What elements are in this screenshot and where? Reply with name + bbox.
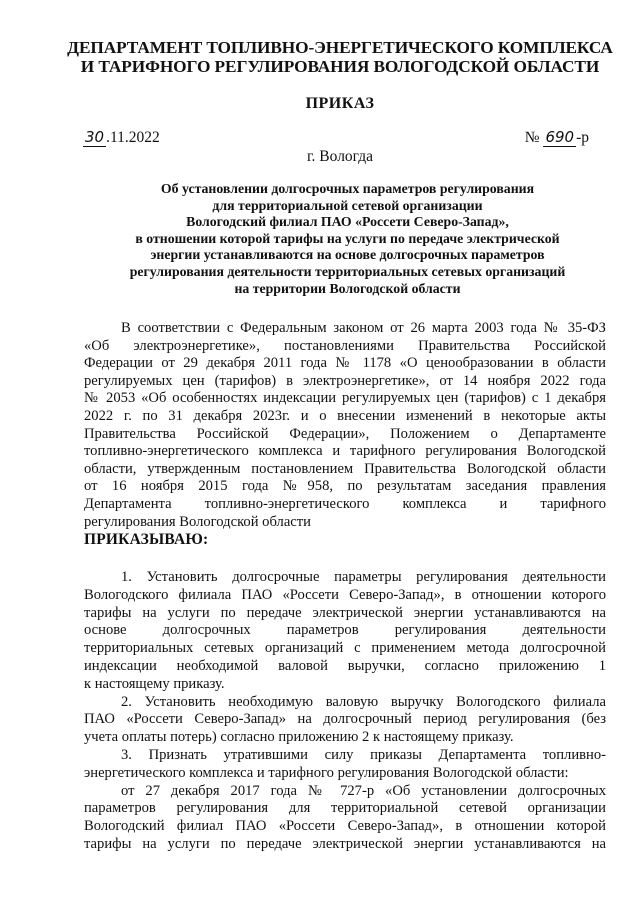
- city: г. Вологда: [306, 148, 374, 165]
- title-line: энергии устанавливаются на основе долгосрочных параметров: [150, 247, 545, 263]
- document-type: ПРИКАЗ: [305, 95, 375, 112]
- date-month-year: .11.2022: [106, 129, 160, 146]
- preamble-line: В соответствии с Федеральным законом от 26 марта 2003 года № 35-ФЗ: [121, 320, 606, 336]
- item1-line: территориальных сетевых организаций с применением метода долгосрочной: [84, 640, 606, 657]
- preamble-line: № 2053 «Об особенностях индексации регулируемых цен (тарифов) с 1 декабря: [84, 390, 606, 407]
- number-suffix: -р: [576, 129, 589, 146]
- document-date: [83, 128, 160, 147]
- title-line: для территориальной сетевой организации: [212, 197, 483, 213]
- preamble-line: топливно-энергетического комплекса и тарифного регулирования Вологодской: [84, 443, 606, 460]
- item2-line: 2. Установить необходимую валовую выручку Вологодского филиала: [121, 693, 606, 710]
- item2-line: ПАО «Россети Северо-Запад» на долгосрочный период регулирования (без: [84, 711, 606, 728]
- preamble-line: «Об электроэнергетике», постановлениями Правительства Российской: [84, 337, 606, 354]
- preamble-line: области, утвержденным постановлением Правительства Вологодской области: [84, 460, 606, 477]
- item3a-line: параметров регулирования для территориальной сетевой организации: [84, 800, 606, 817]
- title-line: Вологодский филиал ПАО «Россети Северо-Запад»,: [186, 214, 509, 230]
- handwritten-number: 690: [545, 128, 575, 146]
- title-line: регулирования деятельности территориальных сетевых организаций: [129, 264, 566, 279]
- item2-line: учета оплаты потерь) согласно приложению 2 к настоящему приказу.: [84, 729, 514, 746]
- item1-line: тарифы на услуги по передаче электрической энергии устанавливаются на: [84, 604, 606, 621]
- item3a-line: тарифы на услуги по передаче электрической энергии устанавливаются на: [84, 836, 606, 852]
- department-name-line2: И ТАРИФНОГО РЕГУЛИРОВАНИЯ ВОЛОГОДСКОЙ ОБЛАСТИ: [80, 57, 600, 76]
- preamble-line: Правительства Российской Федерации», Положением о Департаменте: [84, 425, 606, 442]
- department-name-line1: ДЕПАРТАМЕНТ ТОПЛИВНО-ЭНЕРГЕТИЧЕСКОГО КОМПЛЕКСА: [67, 38, 613, 57]
- preamble-line: Федерации от 29 декабря 2011 года № 1178 «О ценообразовании в области: [84, 355, 606, 372]
- number-sign: №: [524, 129, 540, 146]
- item1-line: 1. Установить долгосрочные параметры регулирования деятельности: [121, 569, 606, 585]
- order-word: ПРИКАЗЫВАЮ:: [84, 531, 209, 548]
- item3-line: 3. Признать утратившими силу приказы Департамента топливно-: [121, 747, 606, 763]
- preamble-line: регулирования Вологодской области: [84, 513, 311, 530]
- item1-line: к настоящему приказу.: [84, 675, 225, 692]
- preamble-line: от 16 ноября 2015 года №958, по результатам заседания правления: [84, 478, 606, 495]
- title-line: в отношении которой тарифы на услуги по передаче электрической: [135, 230, 560, 246]
- title-line: Об установлении долгосрочных параметров регулирования: [160, 181, 535, 196]
- preamble-line: 2022 г. по 31 декабря 2023г. и о внесении изменений в некоторые акты: [84, 408, 606, 424]
- item1-line: основе долгосрочных параметров регулирования деятельности: [84, 622, 606, 639]
- document-number: [525, 128, 589, 147]
- item3a-line: Вологодский филиал ПАО «Россети Северо-Запад», в отношении которой: [84, 818, 606, 835]
- title-line: на территории Вологодской области: [234, 280, 461, 296]
- item1-line: индексации необходимой валовой выручки, согласно приложению 1: [84, 658, 606, 674]
- item1-line: Вологодского филиала ПАО «Россети Северо-Запад», в отношении которого: [84, 586, 606, 603]
- preamble-line: Департамента топливно-энергетического комплекса и тарифного: [84, 496, 606, 512]
- preamble-line: регулируемых цен (тарифов) в электроэнергетике», от 14 ноября 2022 года: [84, 372, 606, 389]
- handwritten-day: 30: [85, 128, 105, 146]
- item3a-line: от 27 декабря 2017 года № 727-р «Об установлении долгосрочных: [121, 782, 606, 799]
- item3-line: энергетического комплекса и тарифного регулирования Вологодской области:: [84, 764, 569, 781]
